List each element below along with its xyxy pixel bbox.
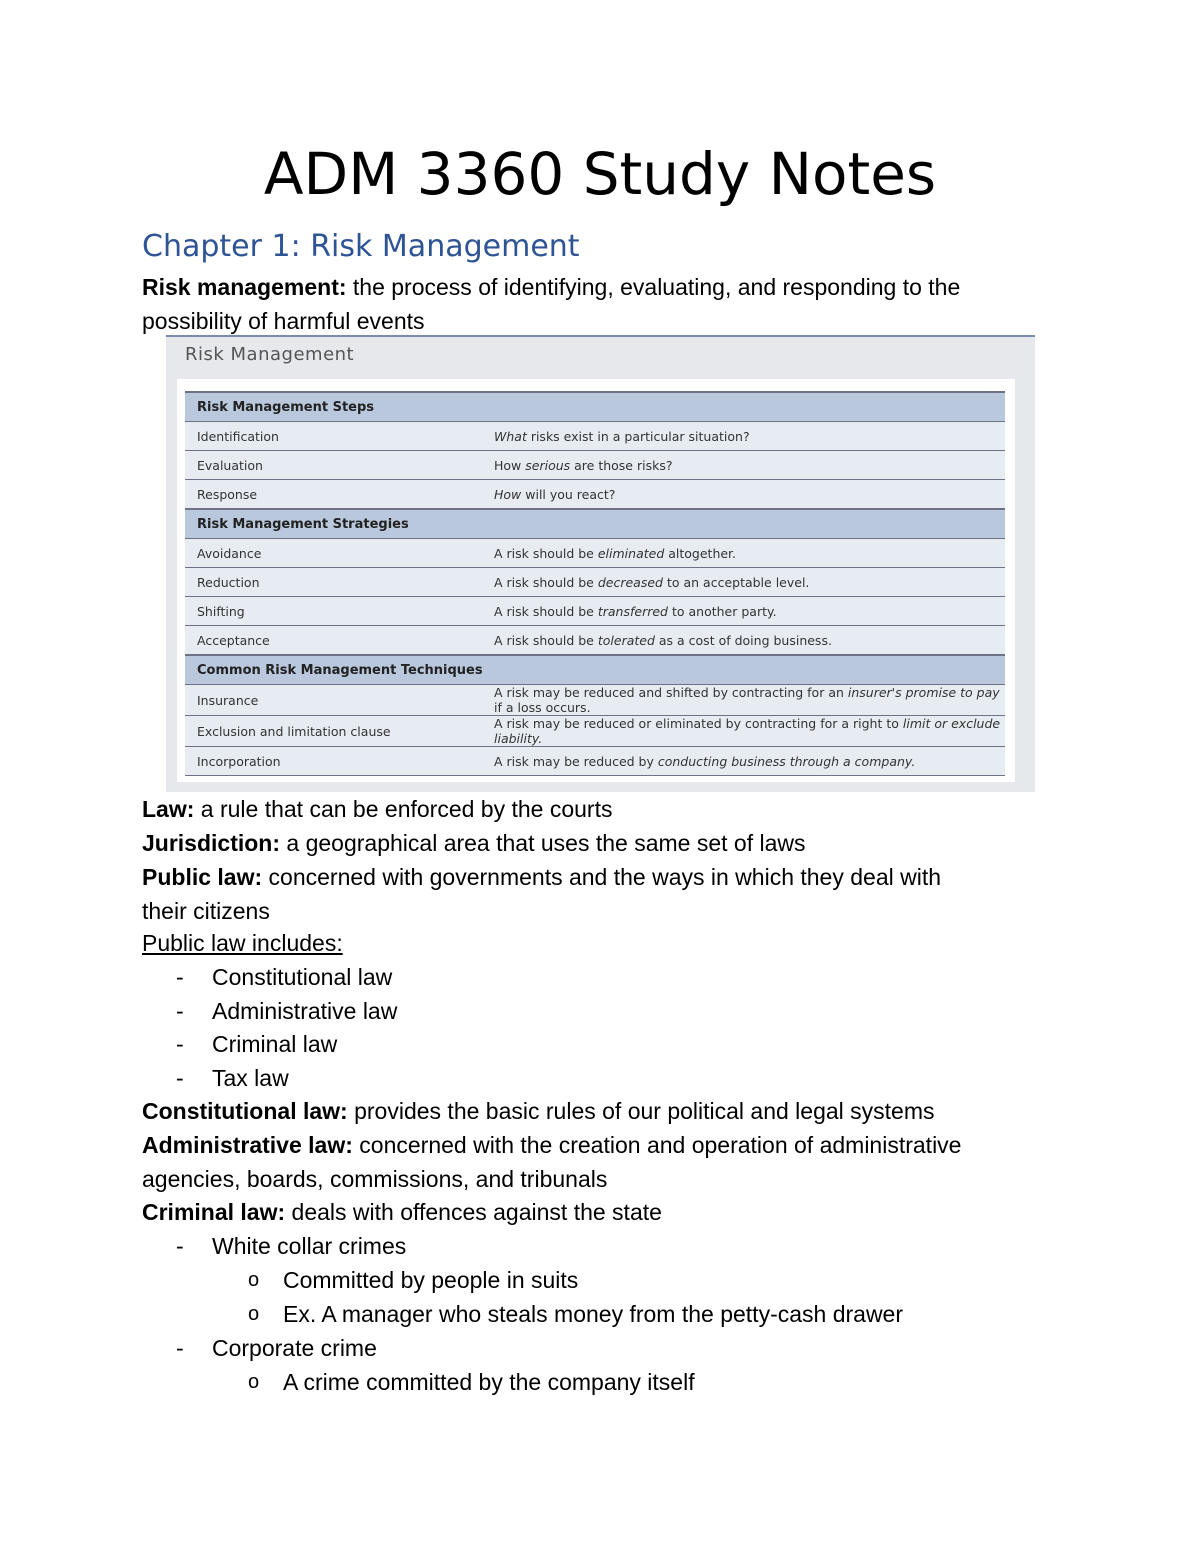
table-cell-name: Avoidance [185,539,482,568]
description-text: A risk may be reduced by [494,753,658,769]
table-row [185,685,1005,716]
table-section-header [185,392,1005,422]
table-cell-name: Reduction [185,568,482,597]
description-text: A risk should be [494,632,598,648]
table-cell-description [482,422,1005,451]
table-cell-description [482,451,1005,480]
description-emphasis: insurer's promise to pay [847,685,1000,700]
description-text: A risk should be [494,545,598,561]
description-emphasis: serious [525,457,571,473]
description-emphasis: eliminated [597,545,665,561]
table-cell-name: Response [185,480,482,510]
sub-list-item: A crime committed by the company itself [283,1369,695,1395]
criminal-law-definition [142,1195,1052,1229]
table-cell-description [482,539,1005,568]
list-item: Administrative law [212,997,398,1024]
description-text: A risk may be reduced or eliminated by contracting for a right to [494,716,903,731]
risk-management-table [185,391,1005,776]
table-cell-name: Exclusion and limitation clause [185,716,482,747]
description-text: A risk may be reduced and shifted by contracting for an [494,685,848,700]
table-cell-name: Shifting [185,597,482,626]
table-cell-description [482,626,1005,656]
table-section-header [185,509,1005,539]
description-text: A risk should be [494,574,598,590]
page-title: ADM 3360 Study Notes [263,140,937,208]
definition-line: concerned with governments and the ways in which they deal with [262,864,942,890]
dash-bullet: - [176,1335,184,1361]
description-text: altogether. [664,545,737,561]
description-text: to another party. [668,603,777,619]
term: Criminal law: [142,1199,286,1225]
description-emphasis: How [494,486,522,502]
table-cell-name: Insurance [185,685,482,716]
list-item: Criminal law [212,1031,338,1057]
section-heading: Common Risk Management Techniques [185,655,1005,685]
table-cell-description [482,685,1005,716]
circle-bullet: o [248,1303,260,1325]
table-cell-description [482,716,1005,747]
description-emphasis: conducting business through a company. [657,753,916,769]
dash-bullet: - [176,1233,184,1259]
table-cell-name: Incorporation [185,747,482,776]
list-item: Constitutional law [212,964,393,990]
description-emphasis: limit or exclude liability. [494,716,1001,746]
description-text: How [494,457,526,473]
table-cell-name: Acceptance [185,626,482,656]
list-item: Corporate crime [212,1335,377,1361]
table-cell-name: Identification [185,422,482,451]
risk-management-definition [142,270,1052,338]
law-definition [142,792,1052,826]
table-cell-description [482,747,1005,776]
table-container [177,379,1015,782]
circle-bullet: o [248,1269,260,1291]
term: Law: [142,796,195,822]
definition-line: agencies, boards, commissions, and tribunals [142,1166,608,1192]
jurisdiction-definition [142,826,1052,860]
term: Risk management: [142,274,347,300]
table-row [185,568,1005,597]
list-item: Tax law [212,1064,289,1091]
table-row [185,422,1005,451]
definition-line: concerned with the creation and operation of administrative [352,1132,962,1158]
table-row [185,451,1005,480]
definition-line: possibility of harmful events [142,308,425,334]
description-emphasis: tolerated [597,632,655,648]
public-law-includes-label: Public law includes: [142,930,343,956]
section-heading: Risk Management Steps [185,392,1005,422]
table-row [185,716,1005,747]
table-row [185,539,1005,568]
description-text: will you react? [521,486,616,502]
term: Constitutional law: [142,1098,348,1124]
risk-management-figure [166,335,1035,792]
sub-list-item: Committed by people in suits [283,1267,579,1293]
table-cell-name: Evaluation [185,451,482,480]
definition-line: the process of identifying, evaluating, and responding to the [346,274,961,300]
definition-text: a rule that can be enforced by the courts [194,796,613,822]
table-row [185,480,1005,510]
description-emphasis: What [494,428,527,444]
definition-line: their citizens [142,898,270,924]
definition-text: provides the basic rules of our political and legal systems [347,1098,935,1124]
description-emphasis: decreased [597,574,663,590]
public-law-definition [142,860,1052,928]
term: Public law: [142,864,263,890]
description-text: as a cost of doing business. [654,632,832,648]
administrative-law-definition [142,1128,1062,1196]
table-cell-description [482,597,1005,626]
term: Administrative law: [142,1132,353,1158]
table-cell-description [482,568,1005,597]
chapter-heading: Chapter 1: Risk Management [142,229,580,264]
dash-bullet: - [176,964,184,990]
description-text: are those risks? [570,457,673,473]
constitutional-law-definition [142,1094,1052,1128]
dash-bullet: - [176,1064,184,1091]
table-row [185,747,1005,776]
dash-bullet: - [176,997,184,1024]
description-text: to an acceptable level. [662,574,810,590]
description-emphasis: transferred [597,603,668,619]
description-text: risks exist in a particular situation? [526,428,750,444]
sub-list-item: Ex. A manager who steals money from the petty-cash drawer [283,1301,904,1327]
table-cell-description [482,480,1005,510]
figure-title: Risk Management [185,344,355,365]
dash-bullet: - [176,1031,184,1057]
definition-text: deals with offences against the state [285,1199,662,1225]
list-item: White collar crimes [212,1233,407,1259]
definition-text: a geographical area that uses the same set of laws [280,830,806,856]
table-row [185,597,1005,626]
description-text: if a loss occurs. [494,700,591,715]
section-heading: Risk Management Strategies [185,509,1005,539]
table-row [185,626,1005,656]
table-section-header [185,655,1005,685]
circle-bullet: o [248,1371,260,1393]
term: Jurisdiction: [142,830,281,856]
description-text: A risk should be [494,603,598,619]
